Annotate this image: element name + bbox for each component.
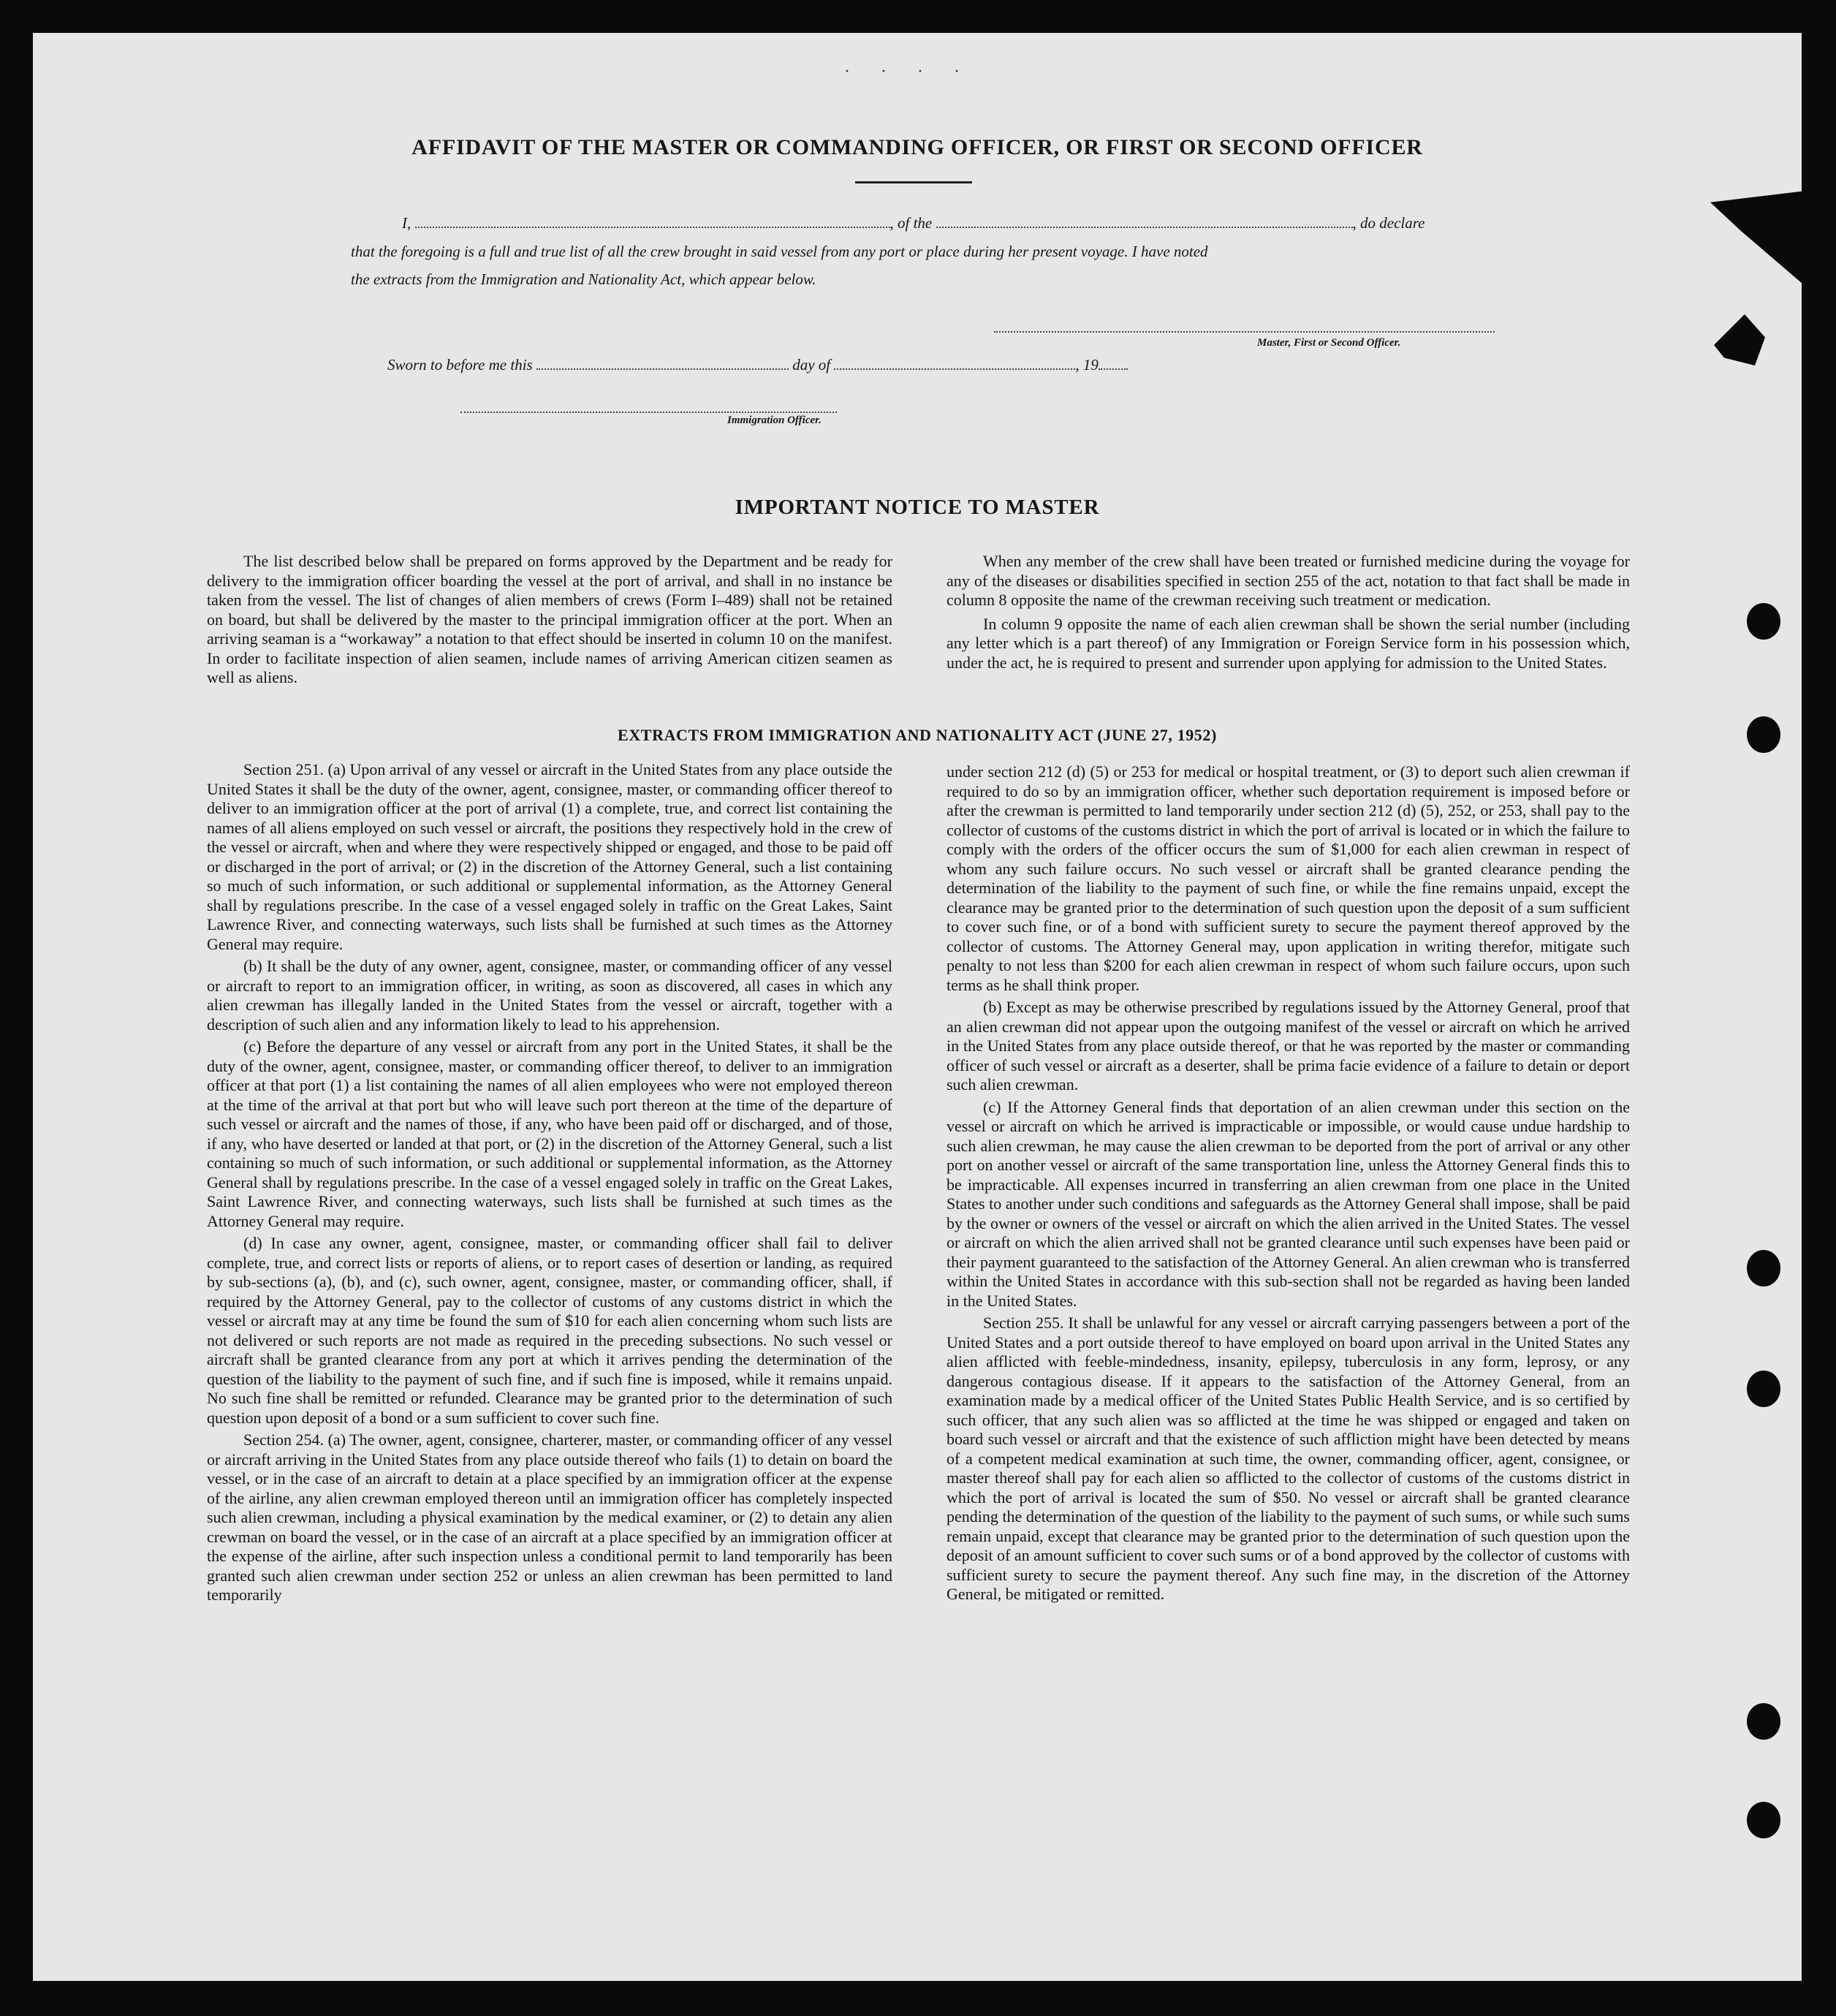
torn-edge (1710, 190, 1802, 292)
section-251-c: (c) Before the departure of any vessel or aircraft from any port in the United States, it shall be the duty of the owner, agent, consignee, master, or commanding officer thereof, to deliver to an immigration officer at that port (1) a list containing the names of all alien employees who were not employed thereon at the time of the arrival at that port but who will leave such port thereon at the time of the departure of such vessel or aircraft and the names of those, if any, who have been paid off or discharged, and of those, if any, who have deserted or landed at that port, or (2) in the discretion of the Attorney General, such a list containing so much of such information, or such additional or supplemental information, as the Attorney General shall by regulations prescribe. In the case of a vessel engaged solely in traffic on the Great Lakes, Saint Lawrence River, and connecting waterways, such lists shall be furnished at such times as the Attorney General may require. (207, 1037, 892, 1230)
notice-left-paragraph: The list described below shall be prepared on forms approved by the Department and be ready for delivery to the immigration officer boarding the vessel at the port of arrival, and shall in no instance be taken from the vessel. The list of changes of alien members of crews (Form I–489) shall not be retained on board, but shall be delivered by the master to the principal immigration officer at the port. When an arriving seaman is a “workaway” a notation to that effect should be inserted in column 10 on the manifest. In order to facilitate inspection of alien seamen, include names of arriving American citizen seamen as well as aliens. (207, 552, 892, 686)
ink-blot (1714, 314, 1765, 365)
master-signature-line[interactable] (994, 331, 1495, 333)
notice-right-paragraph-1: When any member of the crew shall have been treated or furnished medicine during the voyage for any of the diseases or disabilities specified in section 255 of the act, notation to that fact shall be made in column 8 opposite the name of the crewman receiving such treatment or medication. (947, 552, 1630, 609)
of-the-label: , of the (889, 214, 933, 232)
declaration-line-2: that the foregoing is a full and true list of all the crew brought in said vessel from any port or place during her present voyage. I have noted (351, 243, 1208, 260)
notice-right-column (947, 552, 1630, 675)
i-label: I, (402, 214, 411, 232)
declaration-line-1 (402, 214, 1425, 232)
punch-hole (1747, 1250, 1780, 1286)
punch-hole (1747, 1703, 1780, 1740)
master-signature-label: Master, First or Second Officer. (1257, 337, 1401, 349)
section-254-a: Section 254. (a) The owner, agent, consignee, charterer, master, or commanding officer of any vessel or aircraft arriving in the United States from any place outside thereof who fails (1) to detain on board the vessel, or in the case of an aircraft to detain at a place specified by an immigration officer at the expense of the airline, any alien crewman employed thereon until an immigration officer has completely inspected such alien crewman, including a physical examination by the medical examiner, or (2) to detain any alien crewman on board the vessel, or in the case of an aircraft at a place specified by an immigration officer at the expense of the airline, after such inspection unless a conditional permit to land temporarily has been granted such alien crewman under section 252 or unless an alien crewman has been permitted to land temporarily (207, 1430, 892, 1604)
declaration-line-3: the extracts from the Immigration and Nationality Act, which appear below. (351, 270, 816, 288)
document-page (33, 33, 1802, 1981)
top-marks: · · · · (844, 62, 973, 81)
immigration-officer-signature-line[interactable] (460, 412, 837, 413)
extracts-right-column (947, 762, 1630, 1607)
sworn-month-blank[interactable] (834, 368, 1075, 370)
sworn-line (387, 356, 1128, 374)
immigration-officer-label: Immigration Officer. (727, 414, 822, 426)
extracts-left-column (207, 760, 892, 1608)
sworn-year-blank[interactable] (1099, 368, 1128, 370)
year-label: , 19 (1075, 356, 1099, 374)
vessel-blank[interactable] (936, 227, 1353, 228)
section-251-a: Section 251. (a) Upon arrival of any vessel or aircraft in the United States from any place outside the United States it shall be the duty of the owner, agent, consignee, master, or commanding officer thereof to deliver to an immigration officer at the port of arrival (1) a complete, true, and correct list containing the names of all aliens employed on such vessel or aircraft, the positions they respectively hold in the crew of the vessel or aircraft, when and where they were respectively shipped or engaged, and those to be paid off or discharged in the port of arrival; or (2) in the discretion of the Attorney General, such a list containing so much of such information, or such additional or supplemental information, as the Attorney General shall by regulations prescribe. In the case of a vessel engaged solely in traffic on the Great Lakes, Saint Lawrence River, and connecting waterways, such lists shall be furnished at such times as the Attorney General may require. (207, 760, 892, 953)
section-255: Section 255. It shall be unlawful for any vessel or aircraft carrying passengers between a port of the United States and a port outside thereof to have employed on board upon arrival in the United States any alien afflicted with feeble-mindedness, insanity, epilepsy, tuberculosis in any form, leprosy, or any dangerous contagious disease. If it appears to the satisfaction of the Attorney General, from an examination made by a medical officer of the United States Public Health Service, and is so certified by such officer, that any such alien was so afflicted at the time he was shipped or engaged and taken on board such vessel or aircraft and that the existence of such affliction might have been detected by means of a competent medical examination at such time, the owner, commanding officer, agent, consignee, or master thereof shall pay for each alien so afflicted to the collector of customs of the customs district in which the port of arrival is located the sum of $50. No vessel or aircraft shall be granted clearance pending the determination of the question of the liability to the payment of such sums, or while such sums remain unpaid, except that clearance may be granted prior to the determination of such question upon the deposit of an amount sufficient to cover such sums or of a bond approved by the collector of customs with sufficient surety to secure the payment thereof. Any such fine may, in the discretion of the Attorney General, be mitigated or remitted. (947, 1314, 1630, 1603)
section-254-b: (b) Except as may be otherwise prescribed by regulations issued by the Attorney General, proof that an alien crewman did not appear upon the outgoing manifest of the vessel or aircraft on which he arrived in the United States from any place outside thereof, or that he was reported by the master or commanding officer of such vessel or aircraft as a deserter, shall be prima facie evidence of a failure to detain or deport such alien crewman. (947, 998, 1630, 1094)
title-rule (855, 181, 972, 183)
punch-hole (1747, 716, 1780, 753)
day-of-label: day of (792, 356, 831, 374)
notice-right-paragraph-2: In column 9 opposite the name of each alien crewman shall be shown the serial number (including any letter which is a part thereof) of any Immigration or Foreign Service form in his possession which, under the act, he is required to present and surrender upon applying for admission to the United States. (947, 614, 1630, 672)
section-251-d: (d) In case any owner, agent, consignee, master, or commanding officer shall fail to deliver complete, true, and correct lists or reports of aliens, or to report cases of desertion or landing, as required by sub-sections (a), (b), and (c), such owner, agent, consignee, master, or commanding officer, shall, if required by the Attorney General, pay to the collector of customs of any customs district in which the vessel or aircraft may at any time be found the sum of $10 for each alien concerning whom such lists are not delivered or such reports are not made as required in the preceding subsections. No such vessel or aircraft shall be granted clearance from any port at which it arrives pending the determination of the question of the liability to the payment of such fine, and if such fine is imposed, while it remains unpaid. No such fine shall be remitted or refunded. Clearance may be granted prior to the determination of such question upon deposit of a bond or a sum sufficient to cover such fine. (207, 1234, 892, 1427)
notice-left-column (207, 552, 892, 691)
punch-hole (1747, 1802, 1780, 1838)
punch-hole (1747, 603, 1780, 640)
name-blank[interactable] (415, 227, 890, 228)
notice-title: IMPORTANT NOTICE TO MASTER (735, 496, 1100, 519)
affidavit-title: AFFIDAVIT OF THE MASTER OR COMMANDING OFFICER, OR FIRST OR SECOND OFFICER (411, 135, 1423, 159)
extracts-title: EXTRACTS FROM IMMIGRATION AND NATIONALITY ACT (JUNE 27, 1952) (618, 726, 1217, 744)
section-254-c: (c) If the Attorney General finds that deportation of an alien crewman under this section on the vessel or aircraft on which he arrived is impracticable or impossible, or would cause undue hardship to such alien crewman, he may cause the alien crewman to be deported from the port of arrival or any other port on another vessel or aircraft of the same transportation line, unless the Attorney General finds this to be impracticable. All expenses incurred in transferring an alien crewman from one place in the United States to another under such conditions and safeguards as the Attorney General shall impose, shall be paid by the owner or owners of the vessel or aircraft on which the alien arrived in the United States. The vessel or aircraft on which the alien arrived shall not be granted clearance until such expenses have been paid or their payment guaranteed to the satisfaction of the Attorney General. An alien crewman who is transferred within the United States in accordance with this sub-section shall not be regarded as having been landed in the United States. (947, 1097, 1630, 1310)
sworn-day-blank[interactable] (536, 368, 789, 370)
do-declare-label: , do declare (1352, 214, 1425, 232)
section-254-a-continued: under section 212 (d) (5) or 253 for medical or hospital treatment, or (3) to deport such alien crewman if required to do so by an immigration officer, whether such deportation requirement is imposed before or after the crewman is permitted to land temporarily under section 212 (d) (5), 252, or 253, shall pay to the collector of customs of the customs district in which the port of arrival is located or in which the failure to comply with the orders of the officer occurs the sum of $1,000 for each alien crewman in respect of whom any such failure occurs. No such vessel or aircraft shall be granted clearance pending the determination of the liability to the payment of such fine, or while the fine remains unpaid, except the clearance may be granted prior to the determination of such question upon the deposit of a sum sufficient to cover such fine, or of a bond with sufficient surety to secure the payment thereof approved by the collector of customs. The Attorney General may, upon application in writing therefor, mitigate such penalty to not less than $200 for each alien crewman in respect of whom such failure occurs, upon such terms as he shall think proper. (947, 762, 1630, 994)
punch-hole (1747, 1371, 1780, 1407)
section-251-b: (b) It shall be the duty of any owner, agent, consignee, master, or commanding officer of any vessel or aircraft to report to an immigration officer, in writing, as soon as discovered, all cases in which any alien crewman has illegally landed in the United States from the vessel or aircraft, together with a description of such alien and any information likely to lead to his apprehension. (207, 957, 892, 1034)
sworn-label: Sworn to before me this (387, 356, 533, 374)
